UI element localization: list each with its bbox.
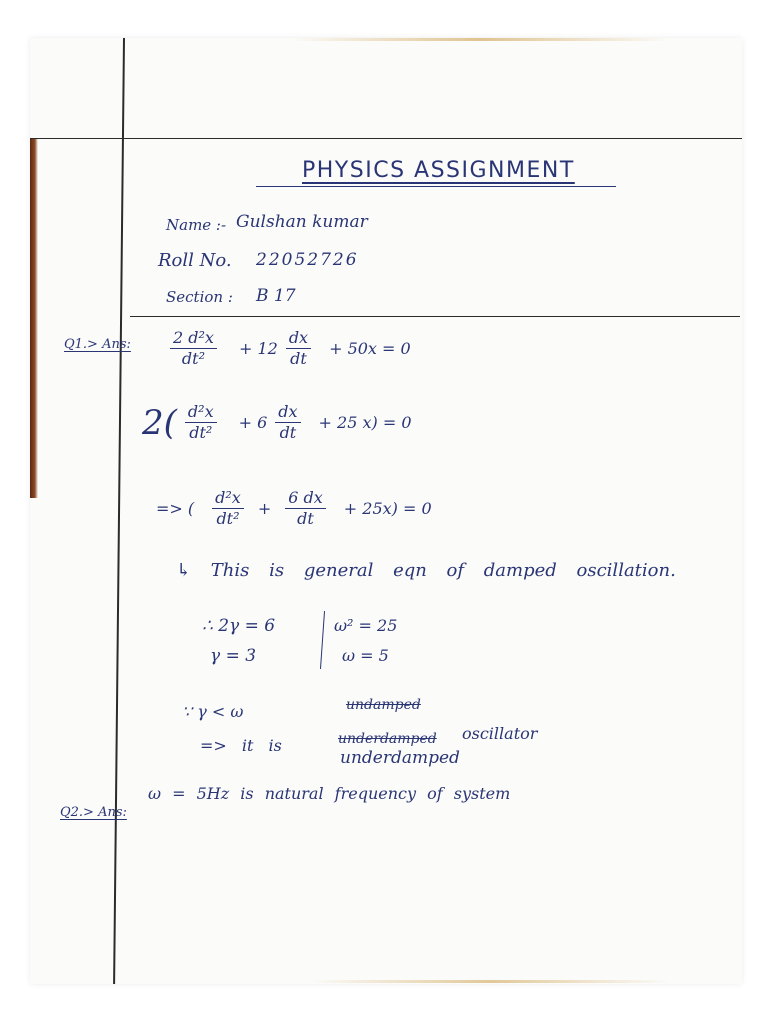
margin-line (113, 38, 125, 984)
struck-word-undamped: undamped (346, 697, 421, 713)
section-value: B 17 (256, 286, 296, 306)
calc-omega-value: ω = 5 (342, 646, 389, 665)
since-condition: ∵ γ < ω (182, 702, 244, 721)
equation-2: 2( $\frac{\text{d²x}}{\text{dt²}}$ + 6 $\frac{dx}{dt}$ + 25 x) = 0 (142, 402, 412, 443)
section-separator (130, 316, 740, 317)
name-label: Name :- (166, 216, 227, 234)
damped-oscillation-note: ↳ This is general eqn of damped oscillation. (176, 560, 676, 581)
eq1-fraction-a: $\frac{\text{2 d²x}}{\text{dt²}}$ (170, 330, 217, 367)
calc-divider (320, 611, 325, 669)
eq3-fraction-a: $\frac{\text{d²x}}{\text{dt²}}$ (212, 490, 244, 527)
conclusion-underdamped: underdamped (340, 748, 460, 768)
roll-value: 22052726 (256, 250, 359, 270)
header-line (30, 138, 742, 139)
calc-omega-step: ω² = 25 (334, 616, 398, 635)
equation-3: => ( $\frac{\text{d²x}}{\text{dt²}}$ + $\frac{6 dx}{dt}$ + 25x) = 0 (156, 488, 432, 528)
struck-word-underdamped: underdamped (338, 731, 437, 747)
page-top-edge (290, 38, 670, 41)
eq2-fraction-a: $\frac{\text{d²x}}{\text{dt²}}$ (185, 404, 217, 441)
notebook-page (30, 38, 742, 984)
page-title: PHYSICS ASSIGNMENT (302, 158, 575, 183)
eq1-fraction-b: $\frac{dx}{dt}$ (286, 330, 311, 367)
conclusion-prefix: => it is (200, 736, 282, 755)
page-bottom-edge (310, 980, 670, 983)
roll-label: Roll No. (158, 250, 232, 271)
equation-1: $\frac{\text{2 d²x}}{\text{dt²}}$ + 12 $\frac{dx}{dt}$ + 50x = 0 (166, 330, 411, 367)
calc-gamma-value: γ = 3 (210, 646, 257, 666)
section-label: Section : (166, 288, 233, 306)
q1-marker: Q1.> Ans: (64, 337, 131, 352)
title-underline (256, 186, 616, 187)
page-binding-shadow (30, 138, 38, 498)
conclusion-oscillator: oscillator (462, 724, 538, 743)
calc-gamma-step: ∴ 2γ = 6 (202, 616, 276, 636)
name-value: Gulshan kumar (236, 212, 368, 232)
eq2-fraction-b: $\frac{dx}{dt}$ (275, 404, 300, 441)
eq3-fraction-b: $\frac{6 dx}{dt}$ (285, 490, 326, 527)
q2-marker: Q2.> Ans: (60, 805, 127, 820)
q2-answer: ω = 5Hz is natural frequency of system (148, 784, 511, 803)
